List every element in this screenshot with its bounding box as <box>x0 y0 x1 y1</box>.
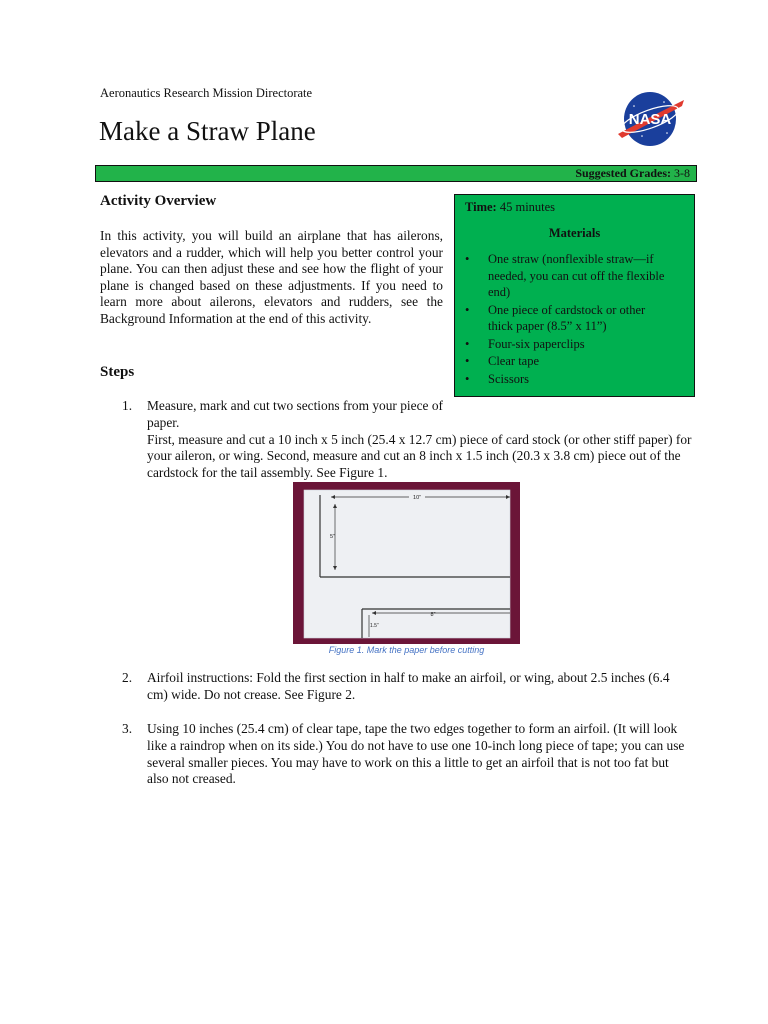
figure-label-10: 10” <box>413 495 421 501</box>
figure-label-8: 8” <box>430 612 436 618</box>
material-text: Clear tape <box>488 354 540 368</box>
step-text: Using 10 inches (25.4 cm) of clear tape, tape the two edges together to form an airfoil. (It will look like a raindrop when on its side.) You do not have to use one 10-inch long piece of tape; you can use several smaller pieces. You may have to work on this a little to get an airfoil that is not too fat but also not creased. <box>147 721 685 787</box>
list-item <box>455 302 673 335</box>
material-text: One straw (nonflexible straw—if needed, you can cut off the flexible end) <box>488 252 665 299</box>
bullet: • <box>465 252 470 266</box>
material-text: Four-six paperclips <box>488 336 585 351</box>
list-item <box>455 353 673 370</box>
figure-caption: Figure 1. Mark the paper before cutting <box>328 645 485 655</box>
materials-heading: Materials <box>548 226 601 240</box>
step-lead-text: Measure, mark and cut two sections from your piece of paper. <box>147 398 443 430</box>
step-text: Airfoil instructions: Fold the first section in half to make an airfoil, or wing, about 2.5 inches (6.4 cm) wide. Do not crease. See Figure 2. <box>147 670 670 702</box>
page-title: Make a Straw Plane <box>99 116 316 146</box>
activity-overview-text: In this activity, you will build an airplane that has ailerons, elevators and a rudder, which will help you better control your plane. You can then adjust these and see how the flight of your plane is changed based on these adjustments. If you need to learn more about ailerons, elevators and rudders, see the Background Information at the end of this activity. <box>100 228 443 326</box>
step-number: 2. <box>122 670 133 685</box>
list-item <box>455 251 673 301</box>
list-item <box>455 336 673 353</box>
figure-1-image <box>293 482 520 644</box>
time-line <box>465 200 555 215</box>
material-text: One piece of cardstock or other thick paper (8.5” x 11”) <box>488 302 646 333</box>
time-value: 45 minutes <box>499 200 556 214</box>
material-text: Scissors <box>488 371 529 386</box>
figure-label-5: 5” <box>330 534 335 540</box>
suggested-grades-bar <box>95 165 697 182</box>
materials-list <box>455 251 673 388</box>
grades-label: Suggested Grades: <box>575 166 671 180</box>
activity-overview-heading: Activity Overview <box>100 193 217 209</box>
grades-value: 3-8 <box>674 166 690 180</box>
materials-sidebar <box>454 194 695 397</box>
step-number: 1. <box>122 398 133 413</box>
step-number: 3. <box>122 721 133 736</box>
time-label: Time: <box>465 200 497 214</box>
bullet: • <box>465 354 470 368</box>
directorate-label: Aeronautics Research Mission Directorate <box>100 86 313 100</box>
list-item <box>455 371 673 388</box>
step-text: First, measure and cut a 10 inch x 5 inch (25.4 x 12.7 cm) piece of card stock (or other stiff paper) for your aileron, or wing. Second, measure and cut an 8 inch x 1.5 inch (20.3 x 3.8 cm) piece out of the cardstock for the tail assembly. See Figure 1. <box>147 431 692 481</box>
nasa-logo <box>612 88 688 150</box>
nasa-logo-text: NASA <box>628 111 672 128</box>
bullet: • <box>465 336 470 351</box>
figure-label-1-5: 1.5” <box>370 623 379 629</box>
steps-heading: Steps <box>100 364 135 380</box>
bullet: • <box>465 302 470 317</box>
bullet: • <box>465 371 470 386</box>
